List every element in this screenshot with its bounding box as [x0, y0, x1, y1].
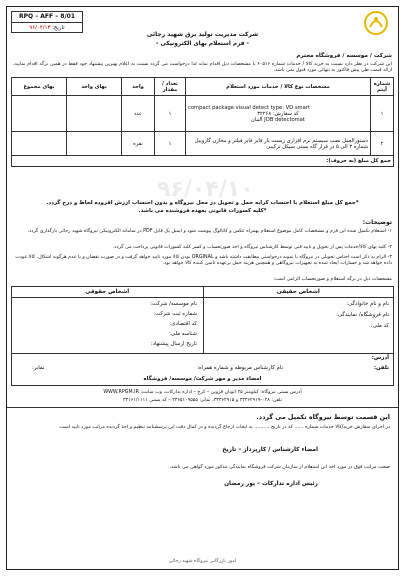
row-desc: [186, 96, 371, 132]
real-field-store[interactable]: نام فروشگاه/ نمایندگی:: [336, 312, 389, 318]
row-unit: عدد: [122, 96, 155, 132]
row-price[interactable]: [67, 96, 122, 132]
footer-phone: تلفن: ۰۲۸-۳۳۳۶۲۹۱۹ و ۳۳۳۶۲۹۱۵، نمابر: ۳۳۶۵۱۰۹۵۵۵ – کد پستی ۳۴۱۶۱/۱۱۱۱: [123, 398, 282, 403]
items-table: [11, 77, 394, 167]
row-no: ۱: [371, 96, 394, 132]
note-freight: *جمع کل مبلغ استعلام با احتساب کرایه حمل و تحویل در محل نیروگاه و بدون احتساب ارزش افزوده لحاظ و درج گردد.: [46, 200, 359, 206]
phone-label[interactable]: تلفن:: [373, 365, 389, 371]
rep-label[interactable]: نام کارشناس مربوطه و شماره همراه:: [197, 365, 283, 371]
col-description: مشخصات نوع کالا / خدمات مورد استعلام: [186, 78, 371, 96]
explanation-3: ۳- الزام به ذکر است اجناس تحویلی در نیروگاه با نمونه درخواستی مطابقت داشته باشد و ORGINAL بودن کالا مورد تایید خواهد گرفت و در صورت نقصان و یا عدم هرگونه اشکال، کالا عودت داده خواهد شد و خسارات ایجاد شده به تجهیزات نیروگاهی و همچنین هزینه حمل برعهده تامین کننده کالا خواهد بود.: [15, 255, 392, 267]
legal-field-reg-no[interactable]: شماره ثبت شرکت:: [153, 311, 197, 317]
explanation-2: ۲- کلیه بهای کالا/خدمات پس از تحویل و تایید فنی توسط کارشناس نیروگاه و اخذ صورتحساب و کسر کلیه کسورات قانونی پرداخت می گردد.: [112, 245, 392, 250]
real-field-name[interactable]: نام و نام خانوادگی:: [346, 301, 389, 307]
table-row: [12, 132, 394, 156]
footer-address: آدرس پستی نیروگاه: کیلومتر ۲۵ اتوبان قزوین – کرج – اداره تدارکات، وب سایت: WWW.RPGM.IR: [103, 390, 302, 395]
table-header-row: [12, 78, 394, 96]
address-label[interactable]: آدرس:: [371, 355, 389, 361]
form-code: RPQ – AFF – 8/01: [12, 12, 82, 23]
row-desc-line2: کد سفارش: ۳۲۲۶۸: [257, 110, 299, 117]
head-signature[interactable]: رئیس اداره تدارکات – پور رمضان: [224, 481, 318, 487]
row-price[interactable]: [67, 132, 122, 156]
col-qty: تعداد / مقدار: [155, 78, 186, 96]
real-persons-title: اشخاص حقیقی: [203, 287, 394, 298]
row-desc-line3: JOB detectomat آلمان: [251, 116, 305, 123]
col-total: بهای مجموع: [12, 78, 67, 96]
legal-field-company[interactable]: نام موسسه/ شرکت:: [150, 301, 197, 307]
col-unit: واحد: [122, 78, 155, 96]
form-code-box: [11, 11, 83, 33]
date-value: ۹۶/۰۴/۱۳: [29, 25, 51, 31]
recipient-intro: این شرکت در نظر دارد نسبت به خرید کالا / خدمات شماره ۶۰۵۱۶ با مشخصات ذیل اقدام نماید لذا درخواست می گردد نسبت به اعلام بهترین پیشنهاد خود فقط در همین برگه اقدام نمایید، ارائه قیمت طی پیش فاکتور به تنهائی مورد قبول نمی باشد.: [13, 62, 392, 74]
table-row: [12, 96, 394, 132]
explanation-4: مشخصات ذیل در برگه استعلام و صورتحساب الزامی است:: [273, 277, 392, 282]
approval-text: در اجرای سفارش خرید/کالا خدمات شماره ...... که در تاریخ .......... به ایجاب ارجاع گردیده و در کمال دقت این پرسشنامه تنظیم و اخذ گردیده مراتب مورد تایید است.: [58, 425, 390, 430]
sum-label[interactable]: جمع کل مبلغ (به حروف):: [12, 156, 394, 167]
expert-signature[interactable]: امضاء کارشناس / کارپرداز – تاریخ: [222, 447, 318, 453]
real-field-national-id[interactable]: کد ملی:: [370, 323, 389, 329]
row-unit: نفره: [122, 132, 155, 156]
col-item-no: شماره آیتم: [371, 78, 394, 96]
form-title: - فرم استعلام بهای الکترونیکی -: [156, 41, 249, 47]
row-qty: ۱: [155, 132, 186, 156]
committee-text: صحت مراتب فوق در مورد اخذ این استعلام از سازمان شرکت فروشگاه نمایندگی مذکور مورد گواهی می باشد.: [169, 465, 390, 470]
signature-label: امضاء مدیر و مهر شرکت/ موسسه/ فروشگاه: [143, 376, 262, 382]
explanations-title: توضیحات:: [362, 219, 392, 226]
row-desc: دستورالعمل نصب سیستم نرم افزاری زیست یار فایر فایر فیلتر و مخازن گازوییل شماره ۳ الی ۵ در قرار گاه پستی سیکل ترکیبی: [186, 132, 371, 156]
bottom-note: امور بازرگانی نیروگاه شهید رجائی: [168, 558, 237, 564]
legal-persons-title: اشخاص حقوقی: [12, 287, 203, 298]
watermark: ۹۶/۰۴/۱۰: [157, 177, 254, 202]
row-no: ۲: [371, 132, 394, 156]
legal-field-date[interactable]: تاریخ ارسال پیشنهاد:: [150, 341, 197, 347]
row-total[interactable]: [12, 96, 67, 132]
form-page: [6, 6, 399, 570]
fill-note: این قسمت توسط نیروگاه تکمیل می گردد.: [256, 413, 390, 421]
company-name: شرکت مدیریت تولید برق شهید رجائی: [146, 31, 259, 38]
row-desc-line1: compact package visual detect type: VD smart: [188, 104, 310, 111]
row-total[interactable]: [12, 132, 67, 156]
parties-box: [11, 286, 394, 386]
legal-field-economic-code[interactable]: کد اقتصادی:: [169, 321, 197, 327]
explanation-1: ۱- استعلام تکمیل شده این فرم و مشخصات کامل موضوع استعلام بهمراه عکس و کاتالوگ پیوست شود و ایمیل یک فایل PDF در سامانه الکترونیکی نیروگاه شهید رجائی بارگذاری گردد.: [27, 229, 392, 234]
col-unit-price: بهای واحد: [67, 78, 122, 96]
date-label: تاریخ:: [52, 25, 65, 31]
sum-row: [12, 156, 394, 167]
note-deductions: *کلیه کسورات قانونی بعهده فروشنده می باشد.: [138, 208, 267, 214]
legal-field-national-id[interactable]: شناسه ملی:: [169, 331, 197, 337]
recipient-label: شرکت / موسسه / فروشگاه محترم: [296, 53, 392, 59]
company-logo: [362, 11, 390, 35]
row-qty: ۱: [155, 96, 186, 132]
fax-label[interactable]: نمابر:: [32, 365, 45, 371]
